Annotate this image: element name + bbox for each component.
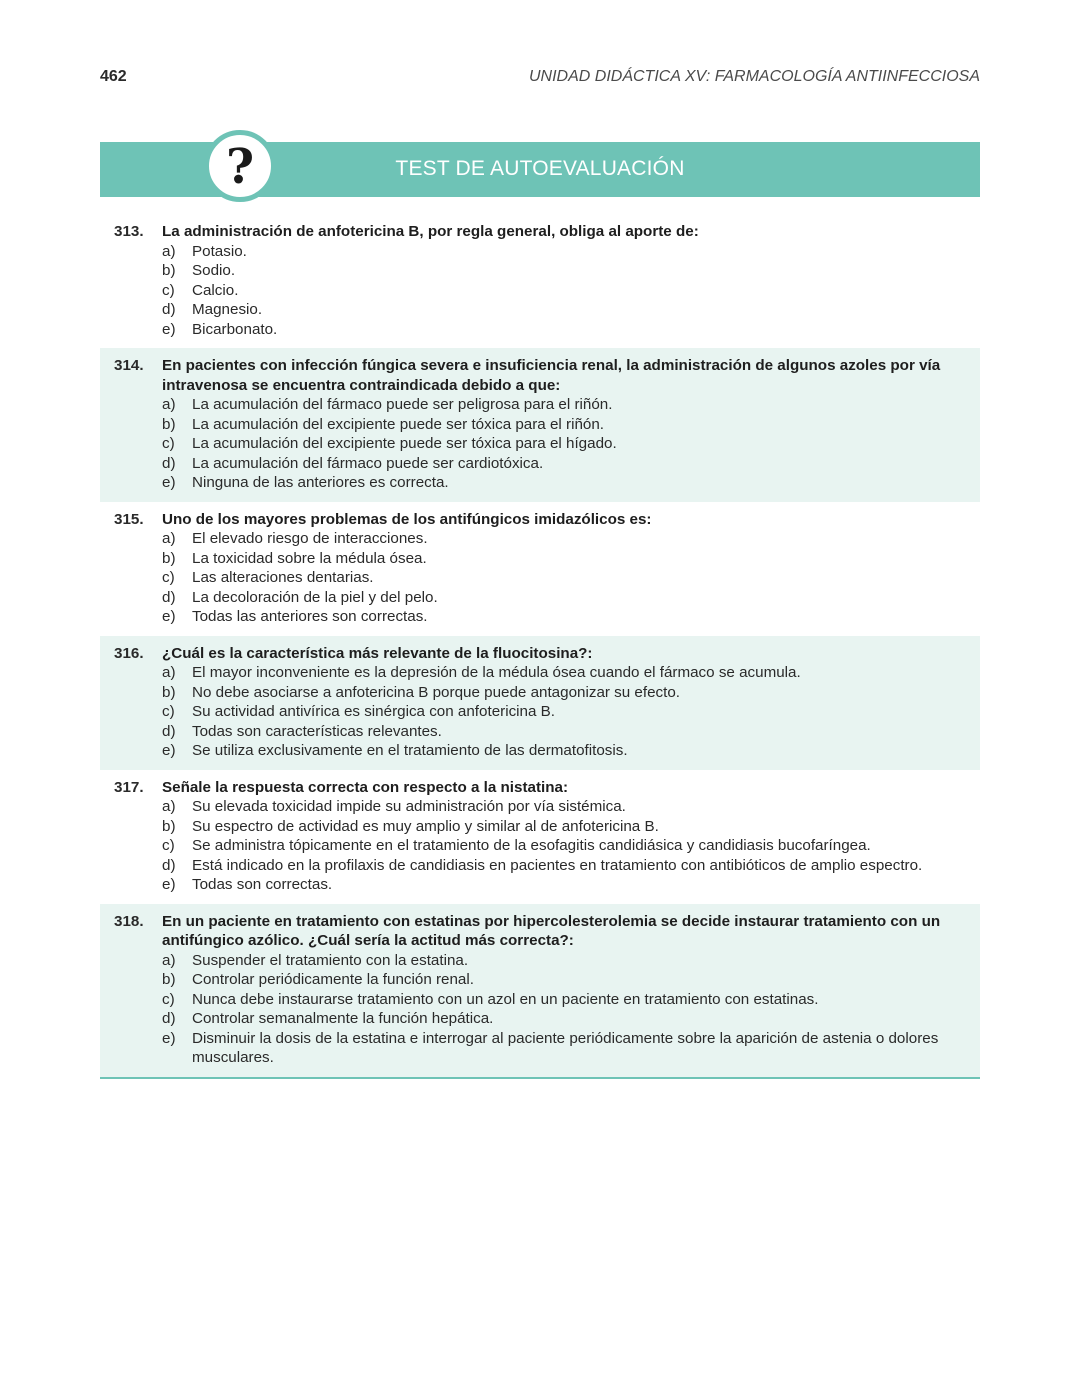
answer-options [114, 797, 966, 895]
option-letter: c) [162, 435, 175, 452]
question-heading [114, 356, 966, 395]
option-text: Su actividad antivírica es sinérgica con anfotericina B. [192, 703, 556, 720]
option-letter: b) [162, 817, 176, 835]
question-text: En pacientes con infección fúngica severa e insuficiencia renal, la administración de algunos azoles por vía intravenosa se encuentra contraindicada debido a que: [162, 357, 941, 394]
question-text: Uno de los mayores problemas de los antifúngicos imidazólicos es: [162, 510, 652, 528]
option-text: Su elevada toxicidad impide su administración por vía sistémica. [192, 798, 626, 815]
answer-option [162, 434, 966, 454]
question-heading [114, 912, 966, 951]
answer-option [162, 1009, 966, 1029]
question-text: En un paciente en tratamiento con estatinas por hipercolesterolemia se decide instaurar tratamiento con un antifúngico azólico. ¿Cuál sería la actitud más correcta?: [162, 912, 941, 949]
answer-options [114, 951, 966, 1068]
answer-options [114, 395, 966, 493]
answer-option [162, 261, 966, 281]
option-text: Potasio. [192, 242, 247, 260]
option-letter: a) [162, 798, 176, 815]
question-heading [114, 644, 966, 664]
option-letter: c) [162, 990, 175, 1008]
question-number: 318. [114, 912, 144, 930]
option-letter: e) [162, 742, 176, 759]
option-text: Magnesio. [192, 301, 263, 318]
question-number: 313. [114, 223, 144, 240]
answer-option [162, 300, 966, 320]
option-text: La decoloración de la piel y del pelo. [192, 588, 438, 606]
answer-option [162, 990, 966, 1010]
question-block [100, 770, 980, 904]
answer-option [162, 741, 966, 761]
option-letter: c) [162, 281, 175, 299]
answer-option [162, 415, 966, 435]
option-letter: b) [162, 415, 176, 433]
answer-option [162, 1029, 966, 1068]
option-letter: e) [162, 1029, 176, 1047]
option-letter: b) [162, 262, 176, 279]
answer-option [162, 683, 966, 703]
answer-option [162, 395, 966, 415]
option-text: El mayor inconveniente es la depresión de la médula ósea cuando el fármaco se acumula. [192, 664, 801, 681]
question-block [100, 502, 980, 636]
question-block [100, 904, 980, 1079]
answer-option [162, 281, 966, 301]
option-text: La acumulación del fármaco puede ser peligrosa para el riñón. [192, 396, 613, 413]
option-text: El elevado riesgo de interacciones. [192, 530, 428, 547]
question-number: 314. [114, 357, 144, 374]
option-text: Las alteraciones dentarias. [192, 569, 374, 586]
option-letter: e) [162, 320, 176, 338]
option-text: Ninguna de las anteriores es correcta. [192, 474, 449, 491]
answer-option [162, 702, 966, 722]
option-text: Todas las anteriores son correctas. [192, 608, 428, 625]
answer-option [162, 970, 966, 990]
option-letter: b) [162, 549, 176, 567]
question-text: La administración de anfotericina B, por regla general, obliga al aporte de: [162, 223, 699, 240]
option-letter: a) [162, 951, 176, 969]
option-letter: d) [162, 301, 176, 318]
running-header: UNIDAD DIDÁCTICA XV: FARMACOLOGÍA ANTIINFECCIOSA [528, 68, 980, 85]
answer-options [114, 663, 966, 761]
answer-option [162, 797, 966, 817]
question-number: 316. [114, 644, 144, 662]
answer-option [162, 549, 966, 569]
question-text: Señale la respuesta correcta con respecto a la nistatina: [162, 778, 569, 796]
option-letter: d) [162, 722, 176, 740]
answer-options [114, 529, 966, 627]
option-text: Todas son correctas. [192, 876, 333, 893]
option-letter: d) [162, 856, 176, 874]
option-text: Su espectro de actividad es muy amplio y similar al de anfotericina B. [192, 817, 659, 835]
answer-option [162, 722, 966, 742]
option-letter: a) [162, 242, 176, 260]
option-text: Está indicado en la profilaxis de candidiasis en pacientes en tratamiento con antibióticos de amplio espectro. [192, 856, 923, 874]
question-number: 317. [114, 778, 144, 796]
option-letter: c) [162, 837, 175, 854]
option-letter: a) [162, 396, 176, 413]
option-text: Se administra tópicamente en el tratamiento de la esofagitis candidiásica y candidiasis bucofaríngea. [192, 837, 871, 854]
answer-option [162, 663, 966, 683]
answer-option [162, 588, 966, 608]
option-letter: b) [162, 971, 176, 988]
option-letter: c) [162, 703, 175, 720]
answer-option [162, 529, 966, 549]
option-text: La toxicidad sobre la médula ósea. [192, 549, 427, 567]
option-letter: a) [162, 664, 176, 681]
option-text: Calcio. [192, 281, 239, 299]
answer-option [162, 320, 966, 340]
option-letter: d) [162, 588, 176, 606]
option-text: Controlar periódicamente la función renal. [192, 971, 474, 988]
question-block [100, 348, 980, 502]
option-text: La acumulación del excipiente puede ser tóxica para el riñón. [192, 415, 605, 433]
page-number: 462 [100, 68, 127, 85]
question-number: 315. [114, 510, 144, 528]
option-text: Nunca debe instaurarse tratamiento con un azol en un paciente en tratamiento con estatinas. [192, 990, 819, 1008]
question-block [100, 636, 980, 770]
question-block [100, 214, 980, 348]
option-text: No debe asociarse a anfotericina B porque puede antagonizar su efecto. [192, 683, 681, 701]
option-letter: d) [162, 454, 176, 472]
option-text: Se utiliza exclusivamente en el tratamiento de las dermatofitosis. [192, 742, 628, 759]
option-text: La acumulación del excipiente puede ser tóxica para el hígado. [192, 435, 617, 452]
answer-option [162, 875, 966, 895]
answer-option [162, 836, 966, 856]
option-letter: c) [162, 569, 175, 586]
option-text: Todas son características relevantes. [192, 722, 442, 740]
answer-option [162, 607, 966, 627]
option-text: Disminuir la dosis de la estatina e interrogar al paciente periódicamente sobre la aparición de astenia o dolores musculares. [192, 1029, 939, 1066]
question-heading [114, 510, 966, 530]
option-letter: b) [162, 683, 176, 701]
question-heading [114, 778, 966, 798]
answer-option [162, 951, 966, 971]
answer-option [162, 817, 966, 837]
question-heading [114, 222, 966, 242]
option-letter: e) [162, 474, 176, 491]
banner-title: TEST DE AUTOEVALUACIÓN [395, 157, 685, 180]
option-text: Bicarbonato. [192, 320, 278, 338]
option-text: La acumulación del fármaco puede ser cardiotóxica. [192, 454, 544, 472]
option-letter: a) [162, 530, 176, 547]
answer-option [162, 454, 966, 474]
question-mark-icon [204, 130, 276, 202]
answer-option [162, 856, 966, 876]
option-letter: e) [162, 608, 176, 625]
option-text: Sodio. [192, 262, 236, 279]
option-letter: e) [162, 876, 176, 893]
answer-options [114, 242, 966, 340]
answer-option [162, 473, 966, 493]
question-mark-glyph: ? [225, 139, 255, 195]
question-list [100, 214, 980, 1079]
option-text: Controlar semanalmente la función hepática. [192, 1010, 494, 1027]
answer-option [162, 568, 966, 588]
option-letter: d) [162, 1010, 176, 1027]
question-text: ¿Cuál es la característica más relevante de la fluocitosina?: [162, 644, 593, 662]
option-text: Suspender el tratamiento con la estatina. [192, 951, 469, 969]
answer-option [162, 242, 966, 262]
